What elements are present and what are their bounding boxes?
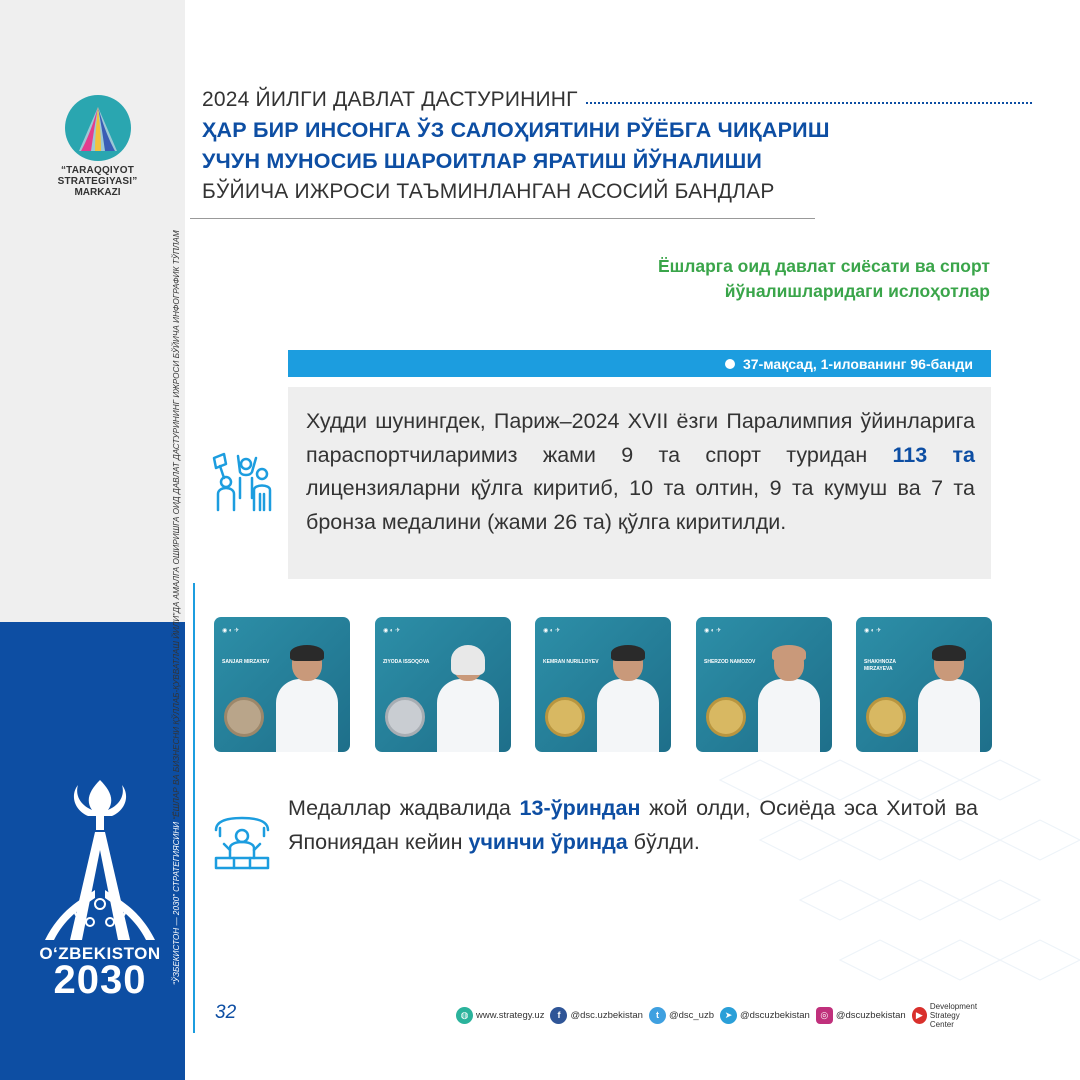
- athlete-photo: [595, 647, 661, 752]
- athlete-card: [214, 617, 350, 752]
- athlete-photo: [916, 647, 982, 752]
- vertical-caption-upper: “ЁШЛАР ВА БИЗНЕСНИ ҚЎЛЛАБ-ҚУВВАТЛАШ ЙИЛИ”ДА АМАЛГА ОШИРИШГА ОИД ДАВЛАТ ДАСТУРИНИНГ ИЖРОСИ БЎЙИЧА ИНФОГРАФИК ТЎПЛАМ: [172, 230, 181, 820]
- page-header: [202, 88, 1032, 204]
- uzbekistan-label: O‘ZBEKISTON: [39, 944, 161, 963]
- telegram-text: @dscuzbekistan: [739, 1009, 810, 1021]
- dsc-line-1: Development: [929, 1001, 978, 1011]
- medal-icon: [224, 697, 264, 737]
- telegram-icon: ➤: [720, 1007, 737, 1024]
- games-logo-icon: ◉ ◐ ✈: [704, 628, 722, 634]
- athlete-name: SANJAR MIRZAYEV: [222, 659, 270, 665]
- sidebar-top-panel: [0, 0, 185, 622]
- logo-subtitle: MARKAZI: [74, 187, 121, 198]
- dsc-line-2: Strategy Center: [929, 1010, 960, 1029]
- rank-highlight: 13-ўриндан: [519, 796, 641, 820]
- asia-rank-highlight: учинчи ўринда: [468, 829, 628, 854]
- instagram-text: @dscuzbekistan: [835, 1009, 906, 1021]
- background-pattern: [700, 740, 1080, 1000]
- header-line-3: УЧУН МУНОСИБ ШАРОИТЛАР ЯРАТИШ ЙЎНАЛИШИ: [202, 149, 763, 173]
- youtube-link[interactable]: [912, 1002, 980, 1029]
- subtitle-line-2: йўналишларидаги ислоҳотлар: [724, 281, 990, 301]
- athlete-card: [535, 617, 671, 752]
- main-text-box: [288, 387, 991, 579]
- strategy-center-logo: [30, 95, 165, 198]
- footer-social-links: [456, 1003, 986, 1027]
- vertical-caption-lower: “ЎЗБЕКИСТОН — 2030” СТРАТЕГИЯСИНИ: [172, 821, 181, 985]
- paralympics-paragraph: [306, 405, 975, 539]
- instagram-icon: ◎: [816, 1007, 833, 1024]
- twitter-link[interactable]: [649, 1007, 714, 1024]
- header-line-1-text: 2024 ЙИЛГИ ДАВЛАТ ДАСТУРИНИНГ: [202, 88, 578, 111]
- athlete-name: SHERZOD NAMOZOV: [704, 659, 756, 665]
- athlete-photo: [756, 647, 822, 752]
- paragraph2-text-3: бўлди.: [627, 829, 700, 854]
- athlete-photo: [435, 647, 501, 752]
- athlete-card: [696, 617, 832, 752]
- website-text: www.strategy.uz: [476, 1009, 545, 1021]
- athlete-name: ZIYODA ISSOQOVA: [383, 659, 430, 665]
- medal-table-paragraph: [288, 792, 978, 859]
- header-dotted-rule: [586, 102, 1032, 104]
- licenses-count-highlight: 113 та: [892, 442, 975, 467]
- podium-winner-icon: [210, 810, 274, 874]
- athlete-name: SHAKHNOZA MIRZAYEVA: [864, 659, 896, 672]
- twitter-icon: t: [649, 1007, 666, 1024]
- medal-icon: [706, 697, 746, 737]
- athlete-photo: [274, 647, 340, 752]
- uzbekistan-2030-emblem-icon: [40, 770, 160, 945]
- reference-band: [288, 350, 991, 377]
- medal-icon: [545, 697, 585, 737]
- athlete-card: [856, 617, 992, 752]
- blue-vertical-line: [193, 583, 195, 1033]
- dsc-label: [930, 1002, 980, 1029]
- telegram-link[interactable]: [720, 1007, 810, 1024]
- subtitle-line-1: Ёшларга оид давлат сиёсати ва спорт: [657, 256, 990, 276]
- section-subtitle: [658, 254, 990, 304]
- facebook-link[interactable]: [550, 1007, 642, 1024]
- logo-name: “TARAQQIYOT STRATEGIYASI”: [57, 165, 138, 187]
- bullet-dot-icon: [725, 359, 735, 369]
- paragraph2-text-1: Медаллар жадвалида: [288, 796, 520, 820]
- header-line-4: БЎЙИЧА ИЖРОСИ ТАЪМИНЛАНГАН АСОСИЙ БАНДЛАР: [202, 180, 775, 203]
- athlete-cards: [214, 617, 991, 752]
- facebook-icon: f: [550, 1007, 567, 1024]
- uzbekistan-year: 2030: [53, 958, 147, 1002]
- paragraph2-text-2: жой олди, Осиёда эса Хитой ва Япониядан кейин: [288, 796, 978, 854]
- cheering-fans-icon: [210, 450, 274, 514]
- page-number: 32: [215, 1002, 237, 1023]
- athlete-name: KEMRAN NURILLOYEV: [543, 659, 599, 665]
- paragraph1-text-before: Худди шунингдек, Париж–2024 XVII ёзги Паралимпия ўйинларига параспортчиларимиз жами 9 та спорт туридан: [306, 409, 975, 467]
- twitter-text: @dsc_uzb: [668, 1009, 714, 1021]
- medal-icon: [385, 697, 425, 737]
- header-line-2: ҲАР БИР ИНСОНГА ЎЗ САЛОҲИЯТИНИ РЎЁБГА ЧИҚАРИШ: [202, 118, 830, 142]
- medal-icon: [866, 697, 906, 737]
- facebook-text: @dsc.uzbekistan: [570, 1009, 643, 1021]
- globe-icon: ◍: [456, 1007, 473, 1024]
- header-rule: [190, 218, 815, 219]
- games-logo-icon: ◉ ◐ ✈: [864, 628, 882, 634]
- instagram-link[interactable]: [816, 1007, 906, 1024]
- website-link[interactable]: [456, 1007, 544, 1024]
- games-logo-icon: ◉ ◐ ✈: [222, 628, 240, 634]
- logo-emblem-icon: [65, 95, 131, 161]
- header-line-1: [202, 88, 1032, 112]
- youtube-icon: ▶: [912, 1007, 927, 1024]
- paragraph1-text-after: лицензияларни қўлга киритиб, 10 та олтин, 9 та кумуш ва 7 та бронза медалини (жами 26 та) қўлга киритилди.: [306, 476, 975, 534]
- reference-text: 37-мақсад, 1-илованинг 96-банди: [743, 355, 973, 372]
- athlete-card: [375, 617, 511, 752]
- games-logo-icon: ◉ ◐ ✈: [383, 628, 401, 634]
- vertical-caption: [172, 230, 181, 985]
- games-logo-icon: ◉ ◐ ✈: [543, 628, 561, 634]
